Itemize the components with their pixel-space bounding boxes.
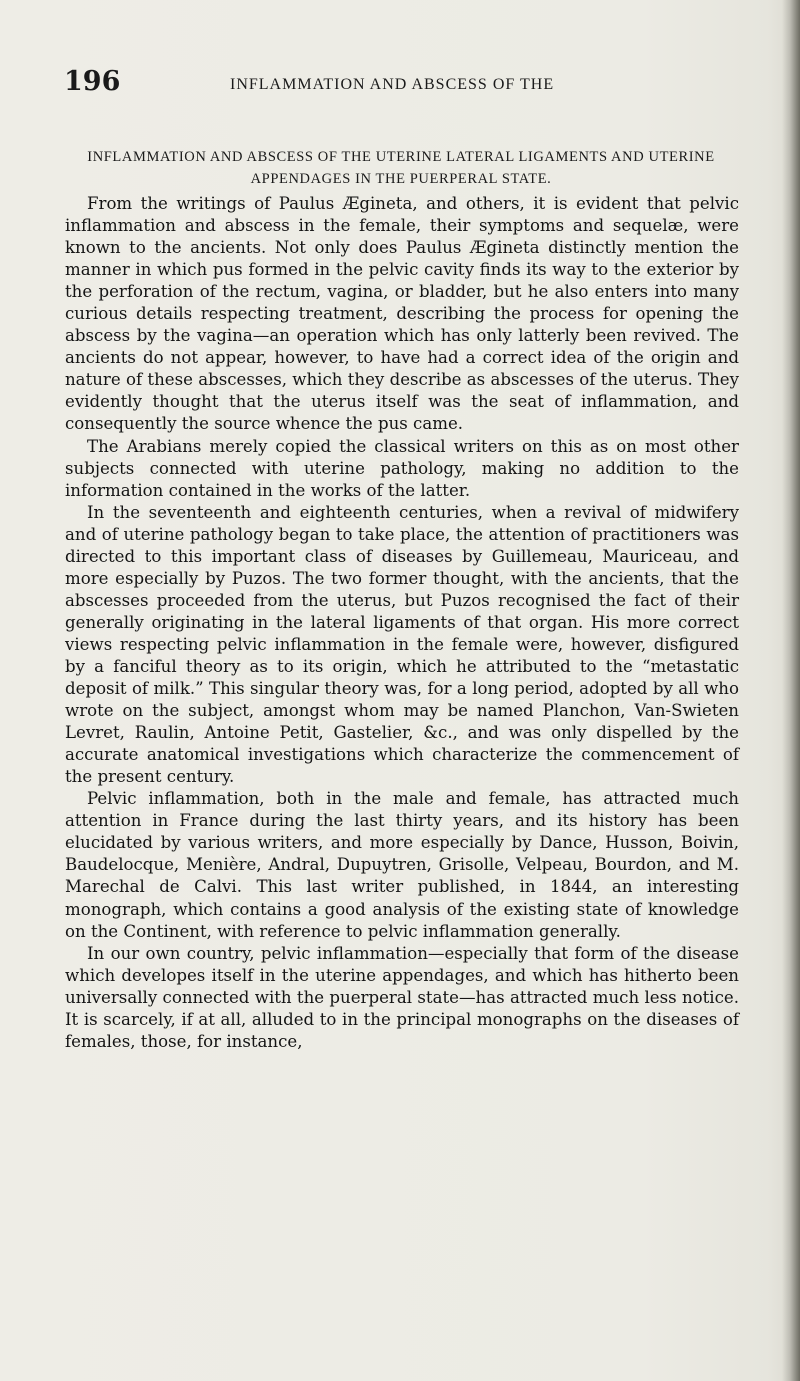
section-title: INFLAMMATION AND ABSCESS OF THE UTERINE LATERAL LIGAMENTS AND UTERINE APPENDAGES IN THE PUERPERAL STATE. [87,149,715,187]
paragraph: In the seventeenth and eighteenth centuries, when a revival of midwifery and of uterine pathology began to take place, the attention of practitioners was directed to this important class of diseases by Guillemeau, Mauriceau, and more especially by Puzos. The two former thought, with the ancients, that the abscesses proceeded from the uterus, but Puzos recognised the fact of their generally originating in the lateral ligaments of that organ. His more correct views respecting pelvic inflammation in the female were, however, disfigured by a fanciful theory as to its origin, which he attributed to the “metastatic deposit of milk.” This singular theory was, for a long period, adopted by all who wrote on the subject, amongst whom may be named Planchon, Van-Swieten Levret, Raulin, Antoine Petit, Gastelier, &c., and was only dispelled by the accurate anatomical investigations which characterize the commencement of the present century. [65,502,739,787]
paragraph: The Arabians merely copied the classical writers on this as on most other subjects connected with uterine pathology, making no addition to the information contained in the works of the latter. [65,436,739,500]
paragraph: Pelvic inflammation, both in the male and female, has attracted much attention in France during the last thirty years, and its history has been elucidated by various writers, and more especially by Dance, Husson, Boivin, Baudelocque, Menière, Andral, Dupuytren, Grisolle, Velpeau, Bourdon, and M. Marechal de Calvi. This last writer published, in 1844, an interesting monograph, which contains a good analysis of the existing state of knowledge on the Continent, with reference to pelvic inflammation generally. [65,789,739,941]
paragraph: In our own country, pelvic inflammation—especially that form of the disease which developes itself in the uterine appendages, and which has hitherto been universally connected with the puerperal state—has attracted much less notice. It is scarcely, if at all, alluded to in the principal monographs on the diseases of females, those, for instance, [65,943,739,1051]
running-head: INFLAMMATION AND ABSCESS OF THE [230,76,555,93]
page-header [64,66,744,102]
body-text [65,193,739,1053]
page-number: 196 [64,66,121,97]
page-edge-shadow [782,0,800,1381]
paragraph: From the writings of Paulus Ægineta, and others, it is evident that pelvic inflammation and abscess in the female, their symptoms and sequelæ, were known to the ancients. Not only does Paulus Ægineta distinctly mention the manner in which pus formed in the pelvic cavity finds its way to the exterior by the perforation of the rectum, vagina, or bladder, but he also enters into many curious details respecting treatment, describing the process for opening the abscess by the vagina—an operation which has only latterly been revived. The ancients do not appear, however, to have had a correct idea of the origin and nature of these abscesses, which they describe as abscesses of the uterus. They evidently thought that the uterus itself was the seat of inflammation, and consequently the source whence the pus came. [65,194,739,434]
